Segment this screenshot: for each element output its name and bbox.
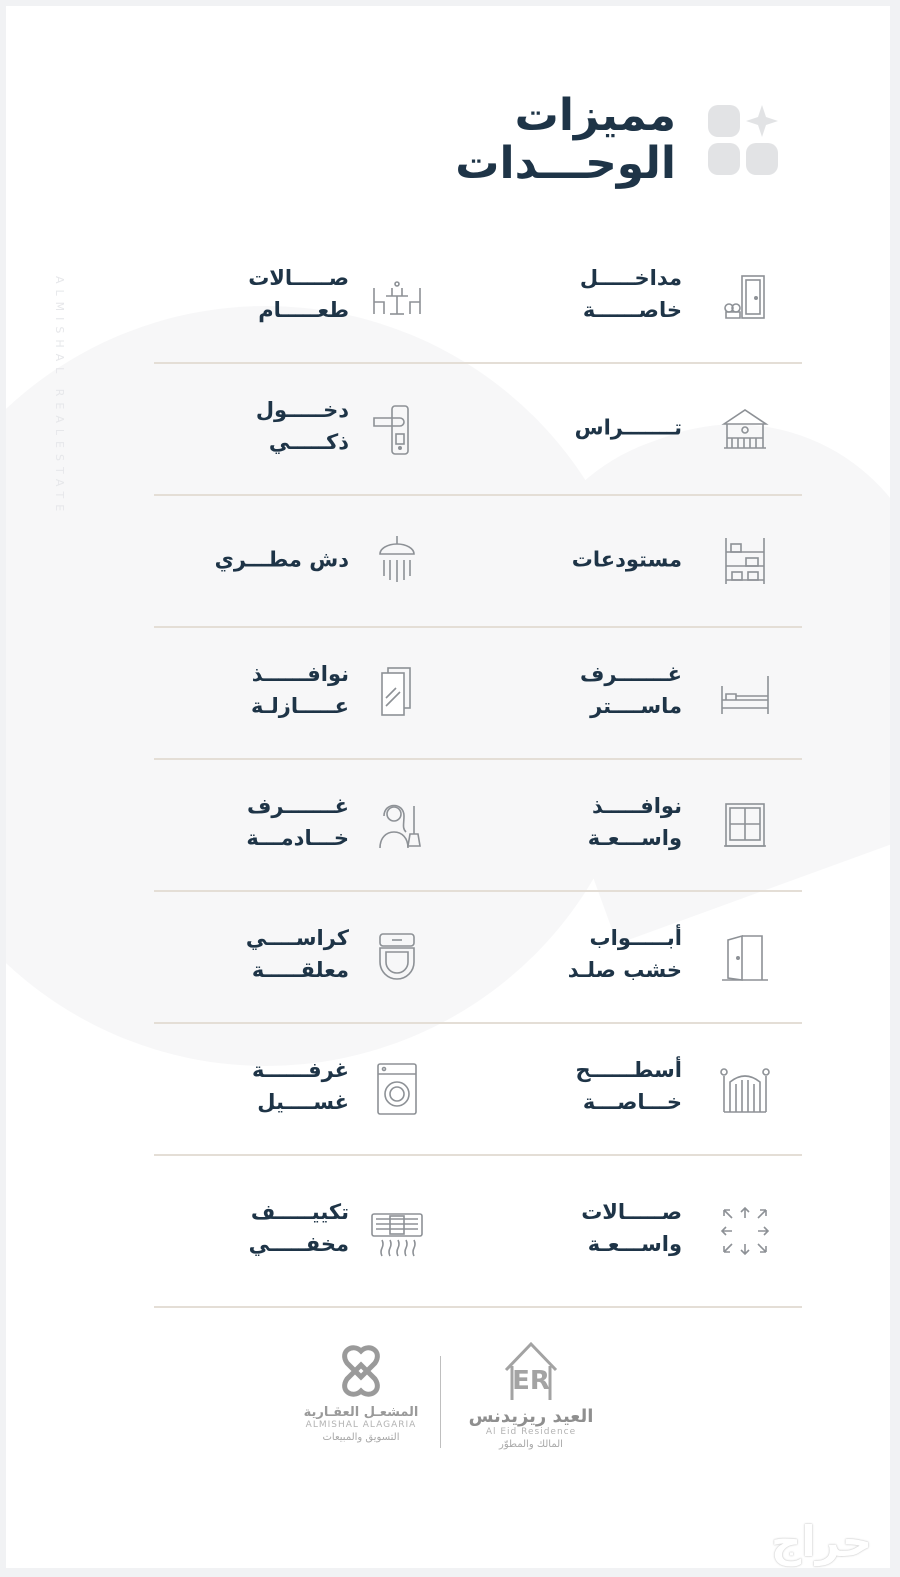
almishal-logo-icon [296,1341,426,1405]
footer-logos [296,1331,616,1471]
feature-label: صـــــالات واســـعـة [581,1199,682,1256]
page [6,6,890,1568]
feature-item [154,892,474,1022]
master-bed-icon [718,666,772,720]
feature-item [154,496,474,626]
feature-row [154,628,802,760]
feature-label: مستودعات [571,547,682,572]
rain-shower-icon [370,534,424,588]
feature-label: غرفــــــة غســــيل [252,1057,349,1114]
storage-shelves-icon [718,534,772,588]
feature-label: تكييـــــف مخفـــــي [248,1199,349,1256]
feature-item [482,892,802,1022]
feature-label: نوافــــــذ عـــــازلـة [250,661,349,718]
hidden-ac-icon [370,1204,424,1258]
feature-label: صـــــالات طعـــــام [248,265,349,322]
footer-divider [440,1356,441,1448]
vertical-watermark-text: ALMISHAL REALESTATE [53,276,66,518]
feature-item [154,760,474,890]
feature-label: دش مطـــري [214,547,349,572]
title-line-2: الوحـــدات [455,138,676,189]
grid-sparkle-icon [706,103,782,183]
private-entrance-icon [718,270,772,324]
private-roof-icon [718,1062,772,1116]
feature-label: غـــــــرف خـــادمـــة [246,793,349,850]
feature-row [154,1024,802,1156]
marketer-brand [296,1341,426,1443]
wide-window-icon [718,798,772,852]
page-title [455,92,676,188]
feature-item [154,1156,474,1306]
feature-label: نوافـــــذ واســـعـة [587,793,682,850]
title-line-1: مميزات [514,90,676,141]
feature-item [482,628,802,758]
feature-item [482,364,802,494]
marketer-name-en: ALMISHAL ALAGARIA [305,1420,417,1430]
feature-label: تـــــــراس [574,415,682,440]
developer-name-en: Al Eid Residence [485,1427,577,1437]
feature-item [482,1156,802,1306]
washing-machine-icon [370,1062,424,1116]
er-house-logo-icon [456,1336,606,1406]
developer-brand [456,1336,606,1450]
developer-tagline: المالك والمطوّر [499,1439,563,1450]
feature-item [482,1024,802,1154]
feature-label: غـــــــرف ماســــتر [579,661,682,718]
feature-item [154,628,474,758]
feature-label: أسطــــــح خـــاصـــة [575,1057,682,1114]
marketer-name-ar: المشعـل العقـارية [303,1405,419,1420]
feature-row [154,892,802,1024]
feature-row [154,232,802,364]
marketer-tagline: التسويق والمبيعات [322,1432,400,1443]
er-logo-text: ER [512,1366,550,1396]
wall-toilet-icon [370,930,424,984]
developer-name-ar: العيد ريزيدنس [468,1406,594,1427]
feature-item [154,232,474,362]
feature-item [482,496,802,626]
feature-label: كراســــي معلقـــــة [245,925,349,982]
wood-door-icon [718,930,772,984]
feature-row [154,760,802,892]
feature-label: دخـــــول ذكـــــي [255,397,349,454]
feature-row [154,496,802,628]
dining-table-icon [370,270,424,324]
wide-hall-arrows-icon [718,1204,772,1258]
feature-row [154,1156,802,1308]
maid-icon [370,798,424,852]
haraj-watermark: حراج [770,1517,872,1566]
smart-lock-icon [370,402,424,456]
terrace-icon [718,402,772,456]
feature-label: أبـــــواب خشب صلـد [567,925,682,982]
feature-row [154,364,802,496]
feature-label: مداخـــــل خاصــــــة [579,265,682,322]
feature-item [154,1024,474,1154]
feature-item [482,760,802,890]
insulated-window-icon [370,666,424,720]
feature-item [482,232,802,362]
feature-item [154,364,474,494]
features-list [154,232,802,1308]
